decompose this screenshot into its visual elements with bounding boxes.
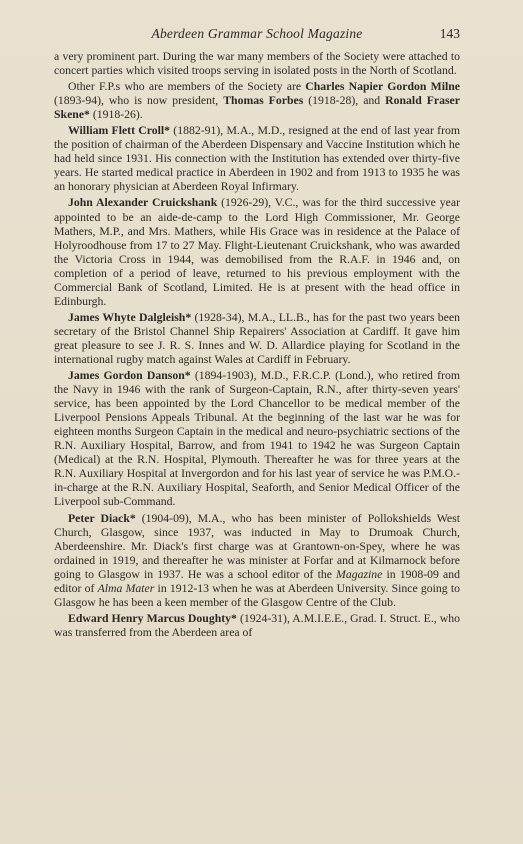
person-name: Ronald Fraser Skene* xyxy=(54,94,460,122)
page-number: 143 xyxy=(439,26,460,41)
person-name: Charles Napier Gordon Milne xyxy=(305,80,460,94)
text-run: (1904-09), M.A., who has been minister of Pollokshields West Church, Glasgow, since 1937, was inducted in May to Drumoak Church, Aberdeenshire. Mr. Diack's first charge was at Grantown-on-Spey, where he was ordained in 1919, and thereafter he was minister at Forfar and at Kilmarnock before going to Glasgow in 1937. He was a school editor of the xyxy=(54,511,460,581)
text-run: Other F.P.s who are members of the Society are xyxy=(68,80,306,94)
paragraph xyxy=(54,50,460,78)
text-run: a very prominent part. During the war many members of the Society were attached to concert parties which visited troops serving in isolated posts in the North of Scotland. xyxy=(54,50,460,78)
person-name: James Gordon Danson* xyxy=(68,369,191,383)
paragraph xyxy=(54,80,460,122)
person-name: James Whyte Dalgleish* xyxy=(68,310,192,324)
text-run: (1924-31), A.M.I.E.E., Grad. I. Struct. E., who was transferred from the Aberdeen area of xyxy=(54,611,460,639)
text-run: (1918-28), and xyxy=(303,94,386,108)
paragraph xyxy=(54,196,460,308)
text-run: (1928-34), M.A., LL.B., has for the past two years been secretary of the Bristol Channel Ship Repairers' Association at Cardiff. It gave him great pleasure to see J. R. S. Innes and W. D. Allardice playing for Scotland in the international rugby match against Wales at Cardiff in February. xyxy=(54,310,460,366)
publication-title: Alma Mater xyxy=(97,581,155,595)
text-run: in 1908-09 and editor of xyxy=(54,567,460,595)
running-head: Aberdeen Grammar School Magazine xyxy=(151,26,363,41)
publication-title: Magazine xyxy=(336,567,383,581)
text-run: (1893-94), who is now president, xyxy=(54,94,224,108)
body-text xyxy=(54,50,460,642)
paragraph xyxy=(54,369,460,509)
page-header xyxy=(54,26,460,48)
person-name: John Alexander Cruickshank xyxy=(68,196,218,210)
paragraph xyxy=(54,612,460,640)
paragraph xyxy=(54,311,460,367)
person-name: Thomas Forbes xyxy=(223,94,304,108)
text-run: (1918-26). xyxy=(89,108,143,122)
person-name: Peter Diack* xyxy=(68,511,136,525)
paragraph xyxy=(54,124,460,194)
person-name: Edward Henry Marcus Doughty* xyxy=(68,611,237,625)
paragraph xyxy=(54,512,460,610)
text-run: (1926-29), V.C., was for the third successive year appointed to be an aide-de-camp to the Lord High Commissioner, Mr. George Mathers, M.P., and Mrs. Mathers, while His Grace was in residence at the Palace of Holyroodhouse from 17 to 27 May. Flight-Lieutenant Cruickshank, who was awarded the Victoria Cross in 1944, was demobilised from the R.A.F. in 1946 and, on completion of a period of leave, returned to his previous employment with the Commercial Bank of Scotland, Limited. He is at present with the head office in Edinburgh. xyxy=(54,196,460,308)
text-run: (1894-1903), M.D., F.R.C.P. (Lond.), who retired from the Navy in 1946 with the rank of Surgeon-Captain, R.N., after thirty-seven years' service, has been appointed by the Lord Chancellor to be medical member of the Liverpool Pensions Appeals Tribunal. At the beginning of the last war he was for eighteen months Surgeon Captain in the medical and neuro-psychiatric sections of the R.N. Auxiliary Hospital, Barrow, and from 1941 to 1942 he was Surgeon Captain (Medical) at the R.N. Hospital, Plymouth. Thereafter he was for three years at the R.N. Auxiliary Hospital at Invergordon and for his last year of service he was P.M.O.-in-charge at the R.N. Auxiliary Hospital, Seaforth, and Senior Medical Officer of the Liverpool sub-Command. xyxy=(54,369,460,509)
person-name: William Flett Croll* xyxy=(68,124,171,138)
text-run: (1882-91), M.A., M.D., resigned at the end of last year from the position of chairman of the Aberdeen Dispensary and Vaccine Institution which he had held since 1931. His connection with the Institution has extended over thirty-five years. He started medical practice in Aberdeen in 1902 and from 1913 to 1935 he was an honorary physician at Aberdeen Royal Infirmary. xyxy=(54,124,461,194)
text-run: in 1912-13 when he was at Aberdeen University. Since going to Glasgow he has been a keen member of the Glasgow Centre of the Club. xyxy=(54,581,460,609)
